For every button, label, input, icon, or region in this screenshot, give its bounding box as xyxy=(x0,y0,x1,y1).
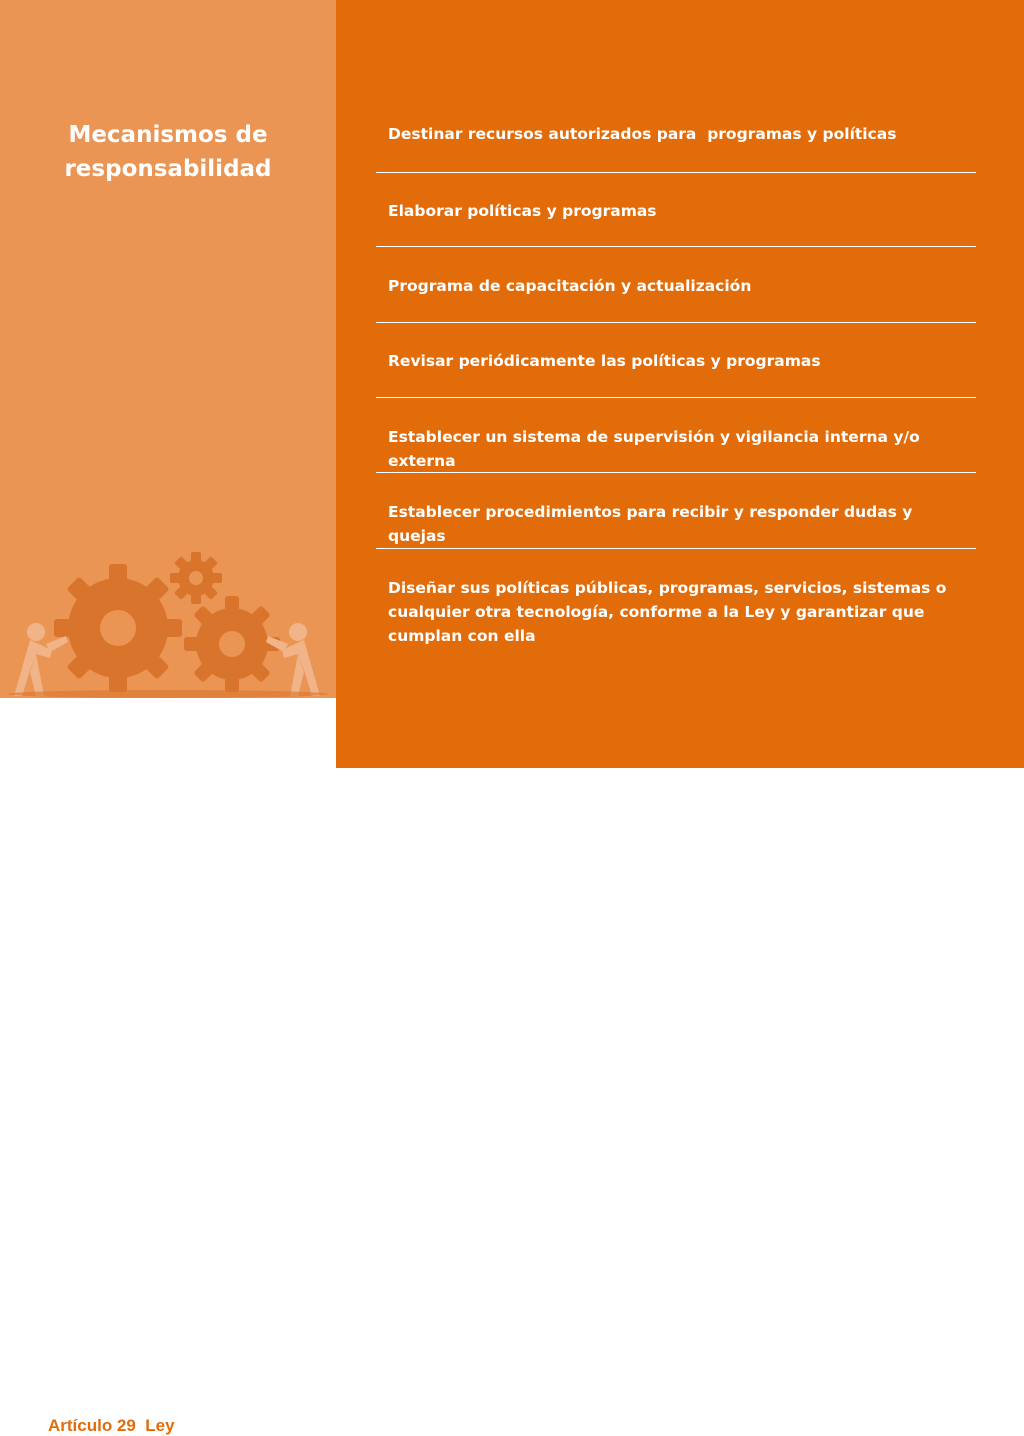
footer-label: Artículo 29 Ley xyxy=(48,1416,175,1435)
divider xyxy=(376,397,976,398)
divider xyxy=(376,246,976,247)
list-item: Elaborar políticas y programas xyxy=(388,202,657,220)
divider xyxy=(376,322,976,323)
medium-gear-icon xyxy=(184,596,280,692)
right-panel xyxy=(336,0,1024,768)
large-gear-icon xyxy=(54,564,182,692)
right-figure-icon xyxy=(266,623,320,696)
list-item: Diseñar sus políticas públicas, programas, servicios, sistemas o cualquier otra tecnología, conforme a la Ley y garantizar que cumplan con ella xyxy=(388,579,947,645)
section-title-line-1: Mecanismos de xyxy=(68,122,268,148)
footer-area xyxy=(0,698,336,1435)
section-title-line-2: responsabilidad xyxy=(64,156,272,182)
list-item: Programa de capacitación y actualización xyxy=(388,277,752,295)
list-item: Establecer procedimientos para recibir y responder dudas y quejas xyxy=(388,503,918,545)
divider xyxy=(376,472,976,473)
list-item: Revisar periódicamente las políticas y programas xyxy=(388,352,821,370)
divider xyxy=(376,172,976,173)
section-title xyxy=(0,118,336,186)
list-item: Establecer un sistema de supervisión y vigilancia interna y/o externa xyxy=(388,428,926,470)
ground-shadow xyxy=(8,690,328,698)
small-gear-icon xyxy=(170,552,222,604)
list-item: Destinar recursos autorizados para programas y políticas xyxy=(388,125,897,143)
left-panel xyxy=(0,0,336,698)
gears-illustration xyxy=(0,540,336,698)
divider xyxy=(376,548,976,549)
